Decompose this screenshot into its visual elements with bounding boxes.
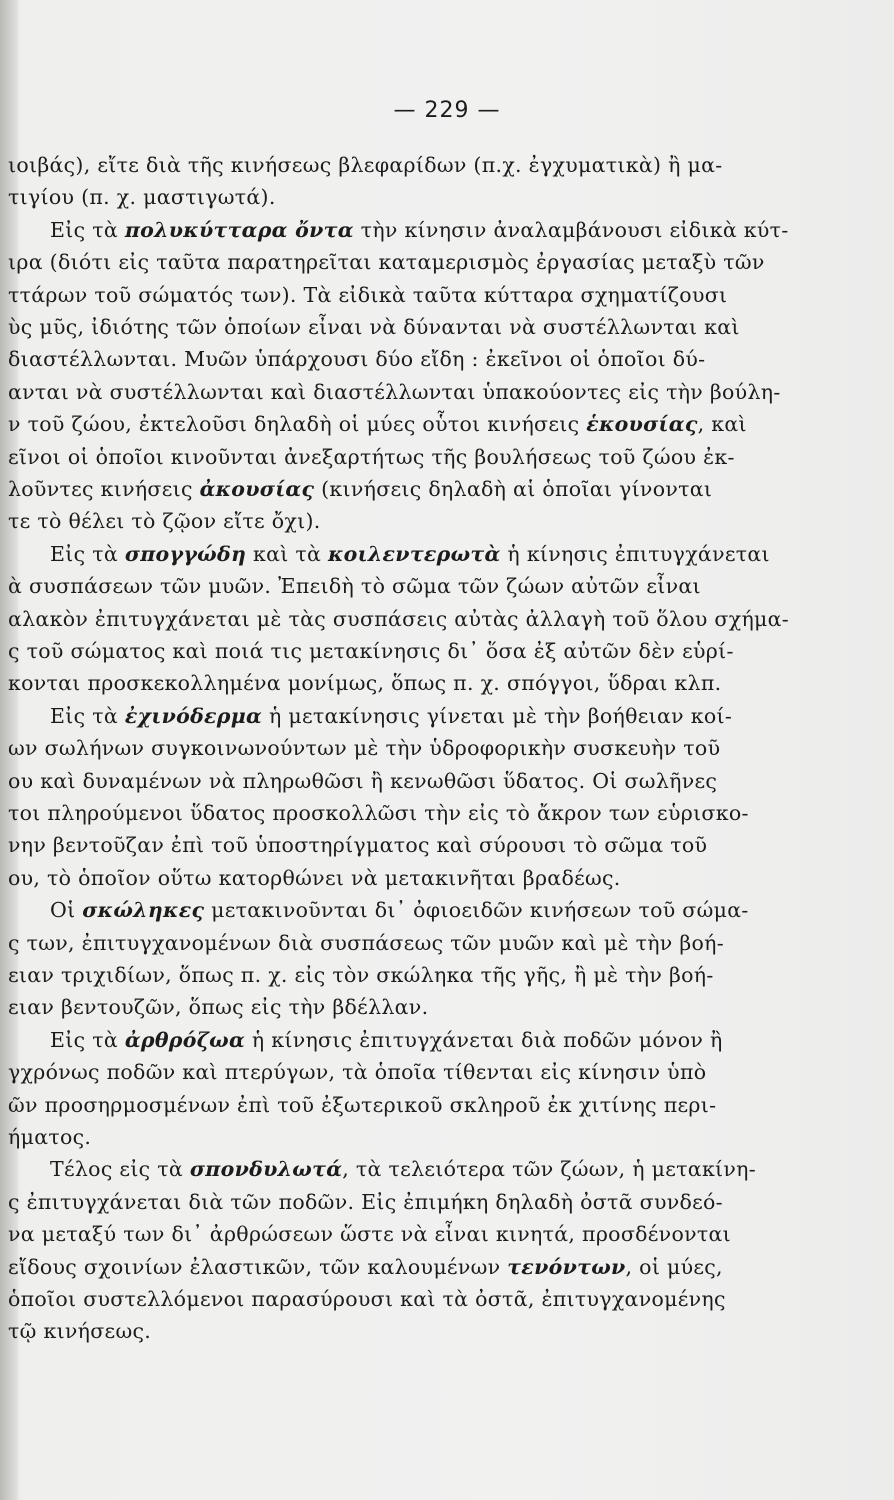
emphasized-term: ἀρθρόζωα — [124, 1027, 246, 1052]
text-line: λοῦντες κινήσεις ἀκουσίας (κινήσεις δηλαδὴ αἱ ὁποῖαι γίνονται — [8, 477, 713, 501]
text-line: τε τὸ θέλει τὸ ζῷον εἴτε ὄχι). — [8, 509, 321, 534]
text-line: ειαν τριχιδίων, ὅπως π. χ. εἰς τὸν σκώληκα τῆς γῆς, ἢ μὲ τὴν βοή- — [8, 963, 714, 987]
text-line: γχρόνως ποδῶν καὶ πτερύγων, τὰ ὁποῖα τίθενται εἰς κίνησιν ὑπὸ — [8, 1060, 707, 1085]
text-line: Εἰς τὰ σπογγώδη καὶ τὰ κοιλεντερωτὰ ἡ κίνησις ἐπιτυγχάνεται — [50, 541, 770, 566]
text-line: κονται προσκεκολλημένα μονίμως, ὅπως π. χ. σπόγγοι, ὕδραι κλπ. — [8, 671, 722, 696]
text-line: ὺς μῦς, ἰδιότης τῶν ὁποίων εἶναι νὰ δύνανται νὰ συστέλλωνται καὶ — [8, 315, 740, 339]
text-line: Εἰς τὰ πολυκύτταρα ὄντα τὴν κίνησιν ἀναλαμβάνουσι εἰδικὰ κύτ- — [50, 217, 789, 242]
text-line: ήματος. — [8, 1125, 92, 1149]
emphasized-term: ἐχινόδερμα — [124, 703, 263, 728]
emphasized-term: σπογγώδη — [124, 541, 247, 566]
text-line: εῖνοι οἱ ὁποῖοι κινοῦνται ἀνεξαρτήτως τῆς βουλήσεως τοῦ ζώου ἐκ- — [8, 444, 735, 469]
text-line: αλακὸν ἐπιτυγχάνεται μὲ τὰς συσπάσεις αὐτὰς ἀλλαγὴ τοῦ ὅλου σχήμα- — [8, 606, 790, 631]
text-line: ν τοῦ ζώου, ἐκτελοῦσι δηλαδὴ οἱ μύες οὗτοι κινήσεις ἑκουσίας, καὶ — [8, 412, 747, 437]
text-line: ιρα (διότι εἰς ταῦτα παρατηρεῖται καταμερισμὸς ἐργασίας μεταξὺ τῶν — [8, 250, 765, 275]
text-line: Οἱ σκώληκες μετακινοῦνται δι᾽ ὀφιοειδῶν κινήσεων τοῦ σώμα- — [50, 898, 749, 923]
text-line: εἴδους σχοινίων ἐλαστικῶν, τῶν καλουμένων τενόντων, οἱ μύες, — [8, 1254, 723, 1279]
emphasized-term: ἑκουσίας — [586, 412, 698, 437]
text-line: τιγίου (π. χ. μαστιγωτά). — [8, 185, 276, 210]
text-line: να μεταξύ των δι᾽ ἀρθρώσεων ὥστε νὰ εἶναι κινητά, προσδένονται — [8, 1222, 731, 1247]
text-line: ου, τὸ ὁποῖον οὕτω κατορθώνει νὰ μετακινῆται βραδέως. — [8, 865, 621, 890]
emphasized-term: ἀκουσίας — [199, 477, 315, 501]
text-line: τοι πληρούμενοι ὕδατος προσκολλῶσι τὴν εἰς τὸ ἄκρον των εὑρισκο- — [8, 801, 749, 825]
text-line: ειαν βεντουζῶν, ὅπως εἰς τὴν βδέλλαν. — [8, 995, 429, 1020]
text-line: ων σωλήνων συγκοινωνούντων μὲ τὴν ὑδροφορικὴν συσκευὴν τοῦ — [8, 736, 721, 761]
emphasized-term: κοιλεντερωτὰ — [328, 541, 501, 566]
emphasized-term: πολυκύτταρα ὄντα — [124, 217, 354, 242]
text-line: Εἰς τὰ ἐχινόδερμα ἡ μετακίνησις γίνεται μὲ τὴν βοήθειαν κοί- — [50, 703, 733, 728]
text-line: τῷ κινήσεως. — [8, 1319, 152, 1344]
emphasized-term: σκώληκες — [82, 898, 205, 923]
text-line: ς ἐπιτυγχάνεται διὰ τῶν ποδῶν. Εἰς ἐπιμήκη δηλαδὴ ὀστᾶ συνδεό- — [8, 1189, 723, 1214]
text-line: ς των, ἐπιτυγχανομένων διὰ συσπάσεως τῶν μυῶν καὶ μὲ τὴν βοή- — [8, 930, 724, 955]
text-line: ῶν προσηρμοσμένων ἐπὶ τοῦ ἐξωτερικοῦ σκληροῦ ἐκ χιτίνης περι- — [8, 1092, 717, 1117]
text-line: ανται νὰ συστέλλωνται καὶ διαστέλλωνται ὑπακούοντες εἰς τὴν βούλη- — [8, 379, 781, 404]
text-line: νην βεντοῦζαν ἐπὶ τοῦ ὑποστηρίγματος καὶ σύρουσι τὸ σῶμα τοῦ — [8, 833, 708, 858]
text-line: Τέλος εἰς τὰ σπονδυλωτά, τὰ τελειότερα τῶν ζώων, ἡ μετακίνη- — [50, 1157, 756, 1182]
page-number: — 229 — — [393, 98, 501, 123]
emphasized-term: τενόντων — [507, 1254, 626, 1279]
text-line: ττάρων τοῦ σώματός των). Τὰ εἰδικὰ ταῦτα κύτταρα σχηματίζουσι — [8, 282, 728, 307]
emphasized-term: σπονδυλωτά — [189, 1157, 343, 1182]
text-line: ιοιβάς), εἴτε διὰ τῆς κινήσεως βλεφαρίδων (π.χ. ἐγχυματικὰ) ἢ μα- — [8, 153, 723, 177]
text-line: ς τοῦ σώματος καὶ ποιά τις μετακίνησις δι᾽ ὅσα ἐξ αὐτῶν δὲν εὑρί- — [8, 639, 734, 663]
text-line: διαστέλλωνται. Μυῶν ὑπάρχουσι δύο εἴδη : ἐκεῖνοι οἱ ὁποῖοι δύ- — [8, 347, 706, 372]
text-line: Εἰς τὰ ἀρθρόζωα ἡ κίνησις ἐπιτυγχάνεται διὰ ποδῶν μόνον ἢ — [50, 1027, 723, 1052]
text-line: ὁποῖοι συστελλόμενοι παρασύρουσι καὶ τὰ ὀστᾶ, ἐπιτυγχανομένης — [8, 1287, 726, 1311]
text-line: ου καὶ δυναμένων νὰ πληρωθῶσι ἢ κενωθῶσι ὕδατος. Οἱ σωλῆνες — [8, 768, 718, 793]
text-line: ὰ συσπάσεων τῶν μυῶν. Ἐπειδὴ τὸ σῶμα τῶν ζώων αὐτῶν εἶναι — [8, 574, 701, 599]
